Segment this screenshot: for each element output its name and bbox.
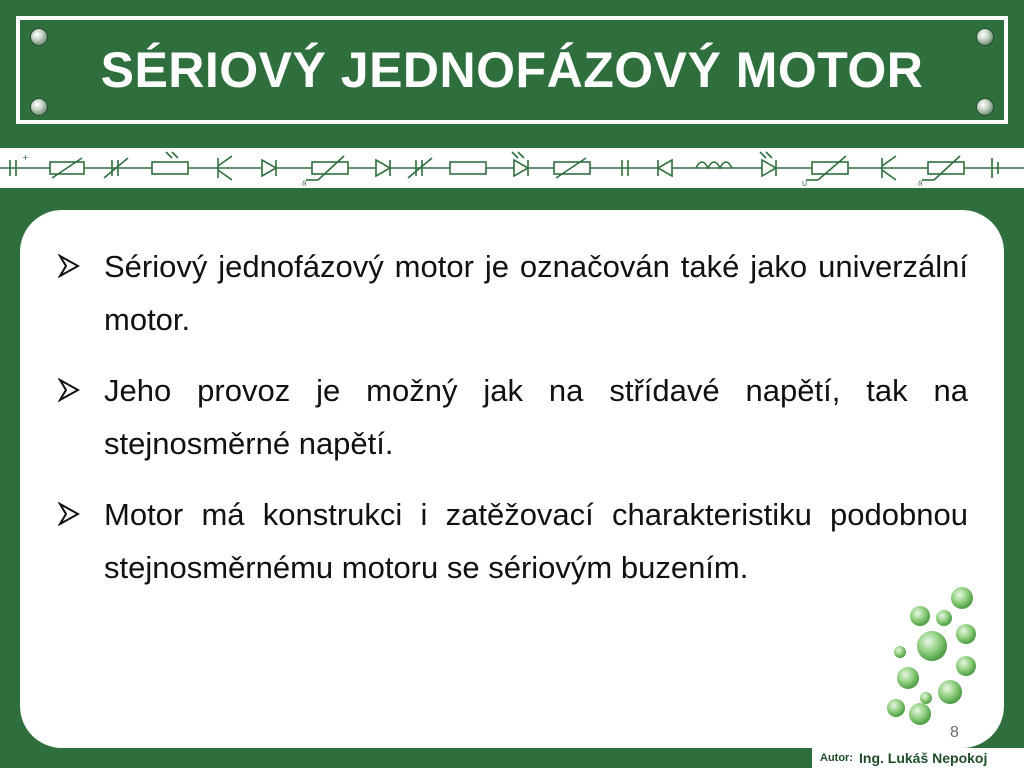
bullet-item bbox=[58, 364, 968, 470]
page-number: 8 bbox=[950, 724, 959, 741]
rivet-icon bbox=[30, 28, 48, 46]
slide-title: SÉRIOVÝ JEDNOFÁZOVÝ MOTOR bbox=[100, 42, 924, 98]
author-footer bbox=[812, 748, 1024, 768]
arrow-bullet-icon bbox=[58, 364, 104, 407]
rivet-icon bbox=[976, 98, 994, 116]
svg-text:ϑ: ϑ bbox=[918, 180, 923, 188]
bullet-text: Motor má konstrukci i zatěžovací charakteristiku podobnou stejnosměrnému motoru se sériovým buzením. bbox=[104, 497, 968, 585]
bullet-text: Jeho provoz je možný jak na střídavé napětí, tak na stejnosměrné napětí. bbox=[104, 373, 968, 461]
rivet-icon bbox=[976, 28, 994, 46]
svg-text:ϑ: ϑ bbox=[302, 180, 307, 188]
author-name: Ing. Lukáš Nepokoj bbox=[859, 750, 988, 766]
bullet-text: Sériový jednofázový motor je označován také jako univerzální motor. bbox=[104, 249, 968, 337]
title-frame bbox=[16, 16, 1008, 124]
bullet-item bbox=[58, 240, 968, 346]
bullet-list bbox=[58, 240, 968, 612]
rivet-icon bbox=[30, 98, 48, 116]
content-panel bbox=[20, 210, 1004, 748]
arrow-bullet-icon bbox=[58, 240, 104, 283]
green-bubbles-decoration-icon bbox=[876, 586, 986, 726]
author-label: Autor: bbox=[820, 752, 853, 764]
schematic-symbols-icon bbox=[0, 148, 1024, 188]
svg-text:+: + bbox=[22, 153, 29, 162]
bullet-item bbox=[58, 488, 968, 594]
schematic-symbols-strip bbox=[0, 148, 1024, 188]
svg-text:U: U bbox=[802, 180, 808, 188]
arrow-bullet-icon bbox=[58, 488, 104, 531]
